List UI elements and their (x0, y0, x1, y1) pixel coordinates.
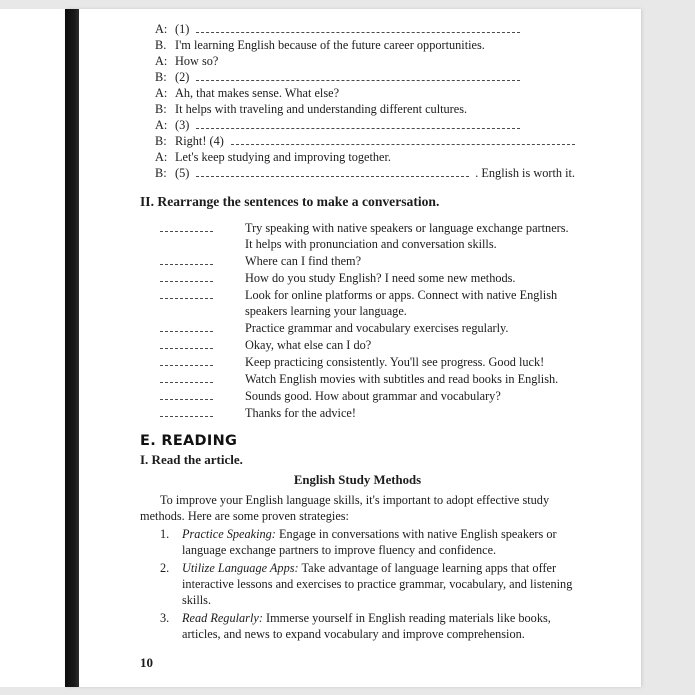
dialogue-text: (3) (175, 118, 190, 132)
viewer-background-right (641, 0, 695, 695)
answer-blank (196, 80, 520, 81)
strategies-list (140, 526, 575, 642)
dialogue-text: It helps with traveling and understanding different cultures. (175, 102, 468, 116)
order-blank (160, 231, 213, 232)
speaker-label: B: (155, 166, 167, 180)
rearrange-text: Thanks for the advice! (245, 406, 356, 420)
strategy-body: Take advantage of language learning apps that offer interactive lessons and exercises to practice grammar, vocabulary, and listening skills. (182, 561, 573, 607)
rearrange-item (140, 287, 575, 319)
rearrange-item (140, 320, 575, 336)
dialogue-text: Ah, that makes sense. What else? (175, 86, 340, 100)
dialogue-text: I'm learning English because of the future career opportunities. (175, 38, 485, 52)
strategy-body: Immerse yourself in English reading materials like books, articles, and news to expand vocabulary and improve comprehension. (182, 611, 551, 641)
dialogue-text: How so? (175, 54, 219, 68)
rearrange-item (140, 337, 575, 353)
dialogue-line (140, 85, 575, 101)
dialogue-text: Right! (4) (175, 134, 224, 148)
rearrange-text: Practice grammar and vocabulary exercises regularly. (245, 321, 509, 335)
page-content (140, 21, 575, 644)
dialogue-line (140, 149, 575, 165)
dialogue-line (140, 21, 575, 37)
dialogue-text: (5) (175, 166, 190, 180)
order-blank (160, 382, 213, 383)
strategy-item (140, 610, 575, 642)
speaker-label: B: (155, 102, 167, 116)
rearrange-text: Watch English movies with subtitles and read books in English. (245, 372, 559, 386)
rearrange-item (140, 270, 575, 286)
rearrange-item (140, 405, 575, 421)
rearrange-item (140, 220, 575, 252)
read-article-subheading: I. Read the article. (140, 452, 243, 467)
strategy-label: Read Regularly: (182, 611, 263, 625)
speaker-label: B: (155, 70, 167, 84)
dialogue-text: (1) (175, 22, 190, 36)
dialogue-line (140, 165, 575, 181)
rearrange-text: Try speaking with native speakers or language exchange partners. It helps with pronunciation and conversation skills. (245, 221, 569, 251)
order-blank (160, 264, 213, 265)
section-ii-heading: II. Rearrange the sentences to make a conversation. (140, 194, 440, 209)
speaker-label: A: (155, 118, 168, 132)
speaker-label: A: (155, 86, 168, 100)
dialogue-line (140, 37, 575, 53)
order-blank (160, 331, 213, 332)
strategy-label: Utilize Language Apps: (182, 561, 299, 575)
answer-blank (196, 176, 469, 177)
strategy-number: 1. (160, 527, 170, 541)
page-binding-shadow (65, 9, 79, 687)
strategy-item (140, 560, 575, 608)
rearrange-item (140, 253, 575, 269)
answer-blank (196, 128, 520, 129)
dialogue-line (140, 101, 575, 117)
speaker-label: B: (155, 134, 167, 148)
strategy-body: Engage in conversations with native English speakers or language exchange partners to improve fluency and confidence. (182, 527, 557, 557)
strategy-item (140, 526, 575, 558)
strategy-text (182, 560, 575, 608)
rearrange-item (140, 388, 575, 404)
dialogue-text: Let's keep studying and improving together. (175, 150, 392, 164)
answer-blank (231, 144, 575, 145)
speaker-label: A: (155, 150, 168, 164)
speaker-label: A: (155, 22, 168, 36)
order-blank (160, 348, 213, 349)
strategy-number: 3. (160, 611, 170, 625)
page-number: 10 (140, 655, 153, 670)
speaker-label: A: (155, 54, 168, 68)
article-intro: To improve your English language skills, it's important to adopt effective study methods. Here are some proven strategies: (140, 493, 550, 523)
rearrange-item (140, 371, 575, 387)
rearrange-text: Okay, what else can I do? (245, 338, 372, 352)
dialogue-exercise (140, 21, 575, 181)
strategy-text (182, 526, 575, 558)
order-blank (160, 365, 213, 366)
viewer-background-top (0, 0, 695, 9)
order-blank (160, 416, 213, 417)
document-page (65, 9, 641, 687)
rearrange-text: Sounds good. How about grammar and vocabulary? (245, 389, 501, 403)
rearrange-text: Where can I find them? (245, 254, 362, 268)
answer-blank (196, 32, 520, 33)
dialogue-line (140, 133, 575, 149)
order-blank (160, 399, 213, 400)
order-blank (160, 281, 213, 282)
dialogue-line (140, 117, 575, 133)
rearrange-item (140, 354, 575, 370)
rearrange-text: Look for online platforms or apps. Connect with native English speakers learning your language. (245, 288, 558, 318)
dialogue-line (140, 69, 575, 85)
dialogue-line (140, 53, 575, 69)
dialogue-text: . English is worth it. (475, 166, 575, 180)
rearrange-exercise (140, 220, 575, 421)
viewer-background-bottom (0, 687, 695, 695)
strategy-text (182, 610, 575, 642)
strategy-number: 2. (160, 561, 170, 575)
rearrange-text: Keep practicing consistently. You'll see progress. Good luck! (245, 355, 545, 369)
order-blank (160, 298, 213, 299)
speaker-label: B. (155, 38, 167, 52)
rearrange-text: How do you study English? I need some new methods. (245, 271, 516, 285)
strategy-label: Practice Speaking: (182, 527, 276, 541)
reading-section-heading: E. READING (140, 433, 238, 449)
dialogue-text: (2) (175, 70, 190, 84)
article-title: English Study Methods (293, 473, 422, 487)
